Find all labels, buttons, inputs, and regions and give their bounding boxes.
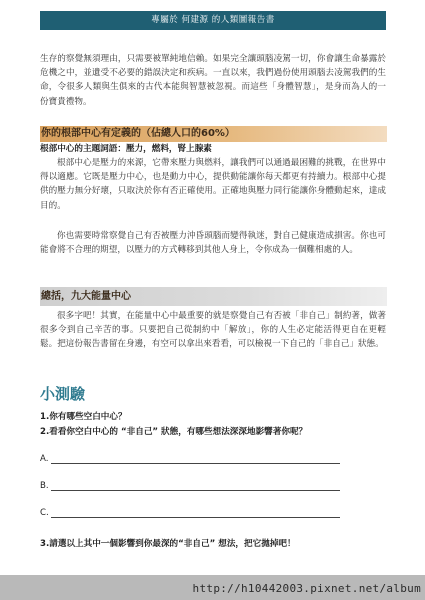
answer-label-c: C. bbox=[40, 508, 49, 518]
album-watermark: http://h10442003.pixnet.net/album bbox=[192, 582, 421, 595]
root-center-paragraph-1: 根部中心是壓力的來源，它帶來壓力與燃料，讓我們可以通過最困難的挑戰，在世界中得以適應。它既是壓力中心，也是動力中心，提供動能讓你每天都更有持續力。根部中心提供的壓力無分好壞，只取決於你有否正確使用。正確地與壓力同行能讓你身體動起來，達成目的。 bbox=[40, 158, 386, 211]
quiz-question-2: 2.看看你空白中心的 “非自己” 狀態，有哪些想法深深地影響著你呢？ bbox=[40, 427, 308, 437]
root-center-keywords: 根部中心的主題詞語：壓力，燃料，腎上腺素 bbox=[40, 144, 212, 154]
quiz-title: 小測驗 bbox=[40, 385, 86, 403]
answer-underline-a bbox=[51, 463, 340, 464]
quiz-question-3: 3.請選以上其中一個影響到你最深的“非自己” 想法，把它拋掉吧！ bbox=[40, 539, 296, 549]
answer-line-c[interactable] bbox=[40, 508, 340, 520]
answer-line-b[interactable] bbox=[40, 481, 340, 493]
summary-section-title: 總括，九大能量中心 bbox=[40, 287, 387, 306]
summary-paragraph: 很多字吧！其實，在能量中心中最重要的就是察覺自己有否被「非自己」制約著，做著很多令到自己辛苦的事。只要把自己從制約中「解放」，你的人生必定能活得更自在更輕鬆。把這份報告書留在身邊，有空可以拿出來看看，可以檢視一下自己的「非自己」狀態。 bbox=[40, 311, 386, 350]
answer-line-a[interactable] bbox=[40, 454, 340, 466]
root-center-section-title: 你的根部中心有定義的（佔總人口的60%） bbox=[40, 126, 387, 142]
answer-underline-b bbox=[51, 490, 340, 491]
answer-underline-c bbox=[51, 517, 340, 518]
answer-label-a: A. bbox=[40, 454, 49, 464]
answer-label-b: B. bbox=[40, 481, 49, 491]
report-header-banner: 專屬於 何建源 的人類圖報告書 bbox=[40, 11, 386, 30]
root-center-paragraph-2: 你也需要時常察覺自己有否被壓力沖昏頭腦而變得執迷，對自己健康造成損害。你也可能會將不合理的期望，以壓力的方式轉移到其他人身上，令你成為一個難相處的人。 bbox=[40, 231, 386, 256]
intro-paragraph: 生存的察覺無須理由，只需要被單純地信賴。如果完全讓頭腦凌駕一切，你會讓生命暴露於危機之中，並遺受不必要的錯誤決定和疾病。一直以來，我們過份使用頭腦去凌駕我們的生命，令很多人類與生俱來的古代本能與智慧被忽視。而這些「身體智慧」，是身而為人的一份寶貴禮物。 bbox=[40, 54, 386, 107]
quiz-question-1: 1.你有哪些空白中心？ bbox=[40, 412, 127, 422]
